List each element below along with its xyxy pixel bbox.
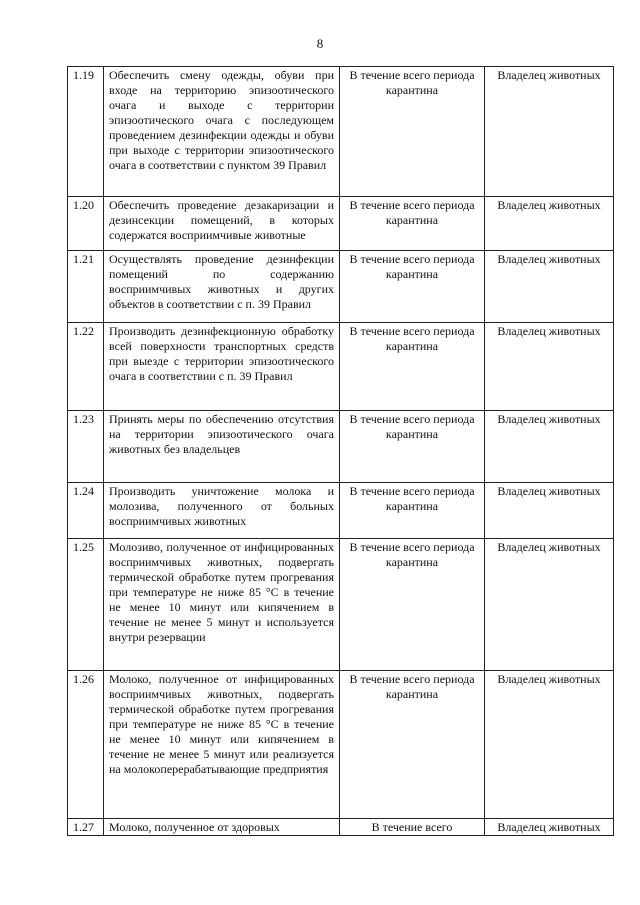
row-number: 1.20: [68, 197, 104, 251]
row-term: В течение всего: [340, 819, 485, 836]
row-responsible: Владелец животных: [485, 67, 614, 197]
table-row: [68, 483, 614, 539]
row-action: Производить дезинфекционную обработку всей поверхности транспортных средств при выезде с территории эпизоотического очага в соответствии с п. 39 Правил: [104, 323, 340, 411]
table-row: [68, 819, 614, 836]
row-number: 1.22: [68, 323, 104, 411]
table-row: [68, 539, 614, 671]
row-number: 1.24: [68, 483, 104, 539]
row-responsible: Владелец животных: [485, 819, 614, 836]
row-action: Обеспечить смену одежды, обуви при входе на территорию эпизоотического очага и выходе с территории эпизоотического очага с последующем проведением дезинфекции одежды и обуви при выходе с территории эпизоотического очага в соответствии с пунктом 39 Правил: [104, 67, 340, 197]
row-responsible: Владелец животных: [485, 411, 614, 483]
table-row: [68, 671, 614, 819]
row-term: В течение всего периода карантина: [340, 323, 485, 411]
row-number: 1.21: [68, 251, 104, 323]
row-action: Обеспечить проведение дезакаризации и дезинсекции помещений, в которых содержатся восприимчивые животные: [104, 197, 340, 251]
row-number: 1.19: [68, 67, 104, 197]
row-term: В течение всего периода карантина: [340, 411, 485, 483]
table-row: [68, 251, 614, 323]
row-term: В течение всего периода карантина: [340, 671, 485, 819]
table-row: [68, 411, 614, 483]
row-action: Осуществлять проведение дезинфекции помещений по содержанию восприимчивых животных и других объектов в соответствии с п. 39 Правил: [104, 251, 340, 323]
row-number: 1.25: [68, 539, 104, 671]
table-row: [68, 197, 614, 251]
row-term: В течение всего периода карантина: [340, 197, 485, 251]
row-responsible: Владелец животных: [485, 539, 614, 671]
row-action: Принять меры по обеспечению отсутствия на территории эпизоотического очага животных без владельцев: [104, 411, 340, 483]
page-number: 8: [316, 36, 324, 51]
row-responsible: Владелец животных: [485, 671, 614, 819]
row-number: 1.26: [68, 671, 104, 819]
row-number: 1.23: [68, 411, 104, 483]
row-term: В течение всего периода карантина: [340, 539, 485, 671]
table-row: [68, 67, 614, 197]
table-row: [68, 323, 614, 411]
row-number: 1.27: [68, 819, 104, 836]
row-term: В течение всего периода карантина: [340, 67, 485, 197]
row-term: В течение всего периода карантина: [340, 483, 485, 539]
row-responsible: Владелец животных: [485, 483, 614, 539]
row-action: Молоко, полученное от инфицированных восприимчивых животных, подвергать термической обработке путем прогревания при температуре не ниже 85 °С в течение не менее 10 минут или кипячением в течение не менее 5 минут или реализуется на молокоперерабатывающие предприятия: [104, 671, 340, 819]
row-term: В течение всего периода карантина: [340, 251, 485, 323]
row-responsible: Владелец животных: [485, 251, 614, 323]
measures-table: [67, 66, 614, 836]
row-action: Производить уничтожение молока и молозива, полученного от больных восприимчивых животных: [104, 483, 340, 539]
row-responsible: Владелец животных: [485, 197, 614, 251]
row-responsible: Владелец животных: [485, 323, 614, 411]
row-action: Молозиво, полученное от инфицированных восприимчивых животных, подвергать термической обработке путем прогревания при температуре не ниже 85 °С в течение не менее 10 минут или кипячением в течение не менее 5 минут и используется внутри резервации: [104, 539, 340, 671]
row-action: Молоко, полученное от здоровых: [104, 819, 340, 836]
